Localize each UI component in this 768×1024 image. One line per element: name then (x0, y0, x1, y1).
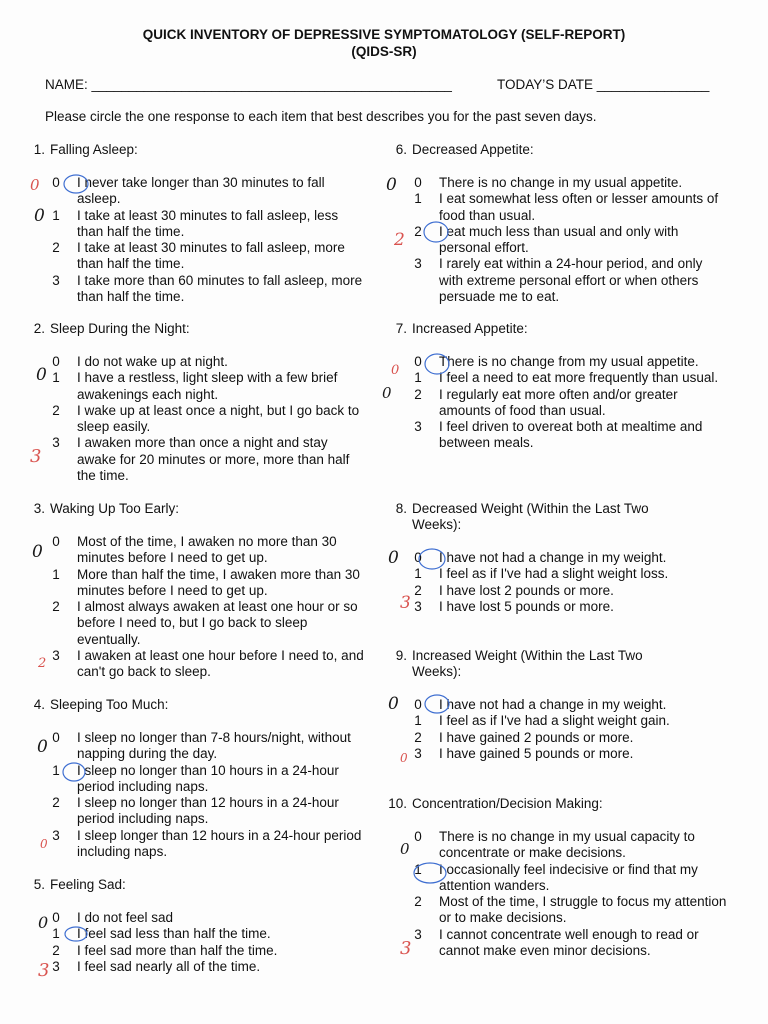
option-score: 2 (52, 795, 60, 811)
option-text: I awaken more than once a night and stay awake for 20 minutes or more, more than half the time. (77, 435, 350, 484)
response-option[interactable] (385, 419, 730, 452)
option-score: 2 (414, 729, 422, 745)
response-option[interactable] (385, 550, 730, 566)
option-text: I cannot concentrate well enough to read or cannot make even minor decisions. (439, 926, 699, 959)
response-option[interactable] (23, 828, 368, 861)
option-score: 0 (414, 829, 422, 844)
option-text: I have lost 5 pounds or more. (439, 598, 614, 614)
option-score: 1 (52, 370, 60, 386)
option-score: 3 (52, 827, 60, 843)
item-5 (23, 877, 368, 975)
response-option[interactable] (23, 959, 368, 975)
option-text: I regularly eat more often and/or greater amounts of food than usual. (439, 386, 678, 418)
option-text: I do not feel sad (77, 910, 174, 925)
handwritten-mark: 0 (400, 751, 408, 765)
option-score: 2 (414, 582, 422, 598)
response-option[interactable] (385, 862, 730, 895)
option-score: 0 (414, 550, 422, 565)
handwritten-mark: 0 (34, 206, 45, 226)
instructions: Please circle the one response to each item that best describes you for the past seven days. (45, 109, 597, 124)
item-4 (23, 697, 368, 860)
option-score: 0 (52, 730, 60, 745)
response-option[interactable] (385, 256, 730, 305)
item-number: 5. (33, 877, 45, 892)
item-8 (385, 501, 730, 615)
response-option[interactable] (385, 746, 730, 762)
option-text: Most of the time, I awaken no more than 30 minutes before I need to get up. (77, 534, 337, 566)
form-subtitle: (QIDS-SR) (351, 44, 417, 59)
option-score: 1 (414, 370, 422, 386)
item-number: 6. (395, 142, 407, 157)
response-option[interactable] (23, 730, 368, 763)
response-option[interactable] (385, 599, 730, 615)
option-score: 3 (52, 435, 60, 451)
item-9 (385, 648, 730, 762)
option-score: 1 (52, 566, 60, 582)
item-number: 1. (33, 142, 45, 157)
item-7 (385, 321, 730, 452)
option-score: 0 (414, 697, 422, 712)
option-score: 2 (414, 386, 422, 402)
response-option[interactable] (23, 910, 368, 926)
response-option[interactable] (23, 208, 368, 241)
option-text: I feel sad nearly all of the time. (77, 958, 261, 974)
option-score: 1 (414, 861, 422, 877)
response-option[interactable] (385, 713, 730, 729)
option-text: I feel sad less than half the time. (77, 926, 271, 942)
item-number: 7. (395, 321, 407, 336)
handwritten-mark: 0 (30, 176, 40, 194)
option-score: 2 (52, 599, 60, 615)
item-title: Waking Up Too Early: (50, 501, 180, 516)
option-text: I sleep no longer than 7-8 hours/night, without napping during the day. (77, 730, 351, 762)
option-text: I rarely eat within a 24-hour period, and only with extreme personal effort or when others persuade me to eat. (439, 256, 703, 305)
response-option[interactable] (385, 829, 730, 862)
item-number: 9. (395, 648, 407, 663)
option-score: 3 (414, 926, 422, 942)
option-text: Most of the time, I struggle to focus my attention or to make decisions. (439, 894, 727, 926)
option-score: 1 (52, 207, 60, 223)
option-score: 2 (414, 223, 422, 239)
handwritten-mark: 0 (382, 384, 392, 402)
option-text: There is no change in my usual appetite. (439, 175, 683, 190)
response-option[interactable] (385, 191, 730, 224)
option-score: 2 (52, 402, 60, 418)
item-title: Concentration/Decision Making: (412, 796, 603, 811)
response-option[interactable] (23, 534, 368, 567)
response-option[interactable] (385, 894, 730, 927)
option-text: I feel a need to eat more frequently than usual. (439, 370, 719, 386)
option-score: 1 (52, 762, 60, 778)
response-option[interactable] (23, 648, 368, 681)
item-6 (385, 142, 730, 305)
response-option[interactable] (385, 730, 730, 746)
option-text: I almost always awaken at least one hour or so before I need to, but I go back to sleep eventually. (77, 599, 358, 647)
option-score: 0 (52, 910, 60, 925)
option-score: 2 (52, 942, 60, 958)
option-text: I sleep no longer than 10 hours in a 24-hour period including naps. (77, 762, 339, 794)
option-text: I have lost 2 pounds or more. (439, 582, 614, 598)
item-number: 4. (33, 697, 45, 712)
option-text: I take at least 30 minutes to fall asleep, less than half the time. (77, 207, 339, 239)
option-text: I take more than 60 minutes to fall asleep, more than half the time. (77, 272, 363, 305)
option-text: There is no change from my usual appetite. (439, 354, 699, 369)
item-10 (385, 796, 730, 959)
response-option[interactable] (23, 599, 368, 648)
option-text: I sleep no longer than 12 hours in a 24-hour period including naps. (77, 795, 339, 827)
option-text: I have not had a change in my weight. (439, 550, 667, 565)
item-number: 10. (388, 796, 407, 811)
handwritten-mark: 0 (391, 363, 400, 378)
option-text: I take at least 30 minutes to fall asleep, more than half the time. (77, 240, 345, 272)
option-score: 3 (414, 598, 422, 614)
handwritten-mark: 0 (388, 694, 399, 714)
response-option[interactable] (23, 273, 368, 306)
item-title: Increased Weight (Within the Last Two Weeks): (412, 648, 643, 680)
option-score: 1 (414, 191, 422, 207)
response-option[interactable] (385, 583, 730, 599)
handwritten-mark: 0 (32, 542, 43, 562)
response-option[interactable] (23, 795, 368, 828)
item-number: 3. (33, 501, 45, 516)
response-option[interactable] (23, 354, 368, 370)
option-score: 3 (52, 648, 60, 664)
option-score: 3 (52, 272, 60, 288)
option-text: I feel as if I've had a slight weight loss. (439, 566, 669, 582)
handwritten-mark: 2 (38, 656, 47, 671)
option-text: I feel sad more than half the time. (77, 942, 278, 958)
option-text: I do not wake up at night. (77, 354, 228, 369)
response-option[interactable] (385, 354, 730, 370)
date-field-label[interactable]: TODAY’S DATE _______________ (497, 77, 710, 92)
handwritten-mark: 3 (400, 938, 412, 959)
response-option[interactable] (385, 175, 730, 191)
response-option[interactable] (23, 943, 368, 959)
response-option[interactable] (23, 240, 368, 273)
handwritten-mark: 2 (394, 230, 405, 250)
option-score: 3 (414, 745, 422, 761)
response-option[interactable] (23, 435, 368, 484)
option-score: 2 (414, 894, 422, 910)
response-option[interactable] (385, 224, 730, 257)
response-option[interactable] (385, 697, 730, 713)
option-score: 3 (414, 256, 422, 272)
option-text: I eat somewhat less often or lesser amounts of food than usual. (439, 191, 719, 223)
item-title: Decreased Weight (Within the Last Two Weeks): (412, 501, 649, 533)
handwritten-mark: 3 (30, 446, 42, 467)
handwritten-mark: 3 (400, 593, 411, 613)
name-field-label[interactable]: NAME: ________________________________________________ (45, 77, 452, 92)
handwritten-mark: 0 (37, 737, 48, 757)
item-title: Feeling Sad: (50, 877, 126, 892)
item-number: 8. (395, 501, 407, 516)
option-score: 0 (414, 175, 422, 190)
option-text: There is no change in my usual capacity to concentrate or make decisions. (439, 829, 695, 861)
item-title: Increased Appetite: (412, 321, 528, 336)
item-title: Sleep During the Night: (50, 321, 190, 336)
item-number: 2. (33, 321, 45, 336)
item-title: Falling Asleep: (50, 142, 138, 157)
option-score: 0 (52, 175, 60, 190)
option-text: I feel as if I've had a slight weight gain. (439, 713, 670, 729)
response-option[interactable] (23, 370, 368, 403)
option-text: I awaken at least one hour before I need to, and can't go back to sleep. (77, 648, 364, 680)
response-option[interactable] (23, 175, 368, 208)
item-title: Sleeping Too Much: (50, 697, 169, 712)
handwritten-mark: 0 (400, 840, 410, 858)
response-option[interactable] (23, 567, 368, 600)
option-text: I eat much less than usual and only with personal effort. (439, 223, 679, 256)
option-score: 0 (414, 354, 422, 369)
response-option[interactable] (385, 566, 730, 582)
option-score: 1 (414, 566, 422, 582)
item-2 (23, 321, 368, 484)
option-score: 1 (414, 713, 422, 729)
response-option[interactable] (23, 926, 368, 942)
option-text: More than half the time, I awaken more than 30 minutes before I need to get up. (77, 566, 360, 598)
option-text: I have gained 2 pounds or more. (439, 729, 634, 745)
item-3 (23, 501, 368, 681)
response-option[interactable] (23, 403, 368, 436)
option-text: I wake up at least once a night, but I go back to sleep easily. (77, 402, 360, 435)
handwritten-mark: 0 (40, 837, 48, 851)
response-option[interactable] (385, 370, 730, 386)
handwritten-mark: 0 (388, 548, 399, 568)
handwritten-mark: 0 (36, 365, 47, 385)
handwritten-mark: 3 (38, 960, 50, 981)
option-text: I never take longer than 30 minutes to fall asleep. (77, 175, 325, 207)
option-score: 3 (414, 419, 422, 435)
item-title: Decreased Appetite: (412, 142, 534, 157)
option-score: 0 (52, 354, 60, 369)
response-option[interactable] (23, 763, 368, 796)
item-1 (23, 142, 368, 305)
option-score: 1 (52, 926, 60, 942)
option-score: 2 (52, 240, 60, 256)
option-text: I have a restless, light sleep with a few brief awakenings each night. (77, 370, 338, 402)
option-text: I have not had a change in my weight. (439, 697, 667, 712)
handwritten-mark: 0 (38, 913, 49, 932)
form-title: QUICK INVENTORY OF DEPRESSIVE SYMPTOMATOLOGY (SELF-REPORT) (142, 27, 626, 42)
option-text: I occasionally feel indecisive or find that my attention wanders. (439, 861, 698, 893)
option-score: 3 (52, 958, 60, 974)
handwritten-mark: 0 (386, 175, 397, 195)
option-text: I feel driven to overeat both at mealtime and between meals. (439, 419, 703, 451)
option-text: I sleep longer than 12 hours in a 24-hour period including naps. (77, 827, 362, 860)
response-option[interactable] (385, 927, 730, 960)
response-option[interactable] (385, 387, 730, 420)
option-score: 0 (52, 534, 60, 549)
option-text: I have gained 5 pounds or more. (439, 745, 634, 761)
